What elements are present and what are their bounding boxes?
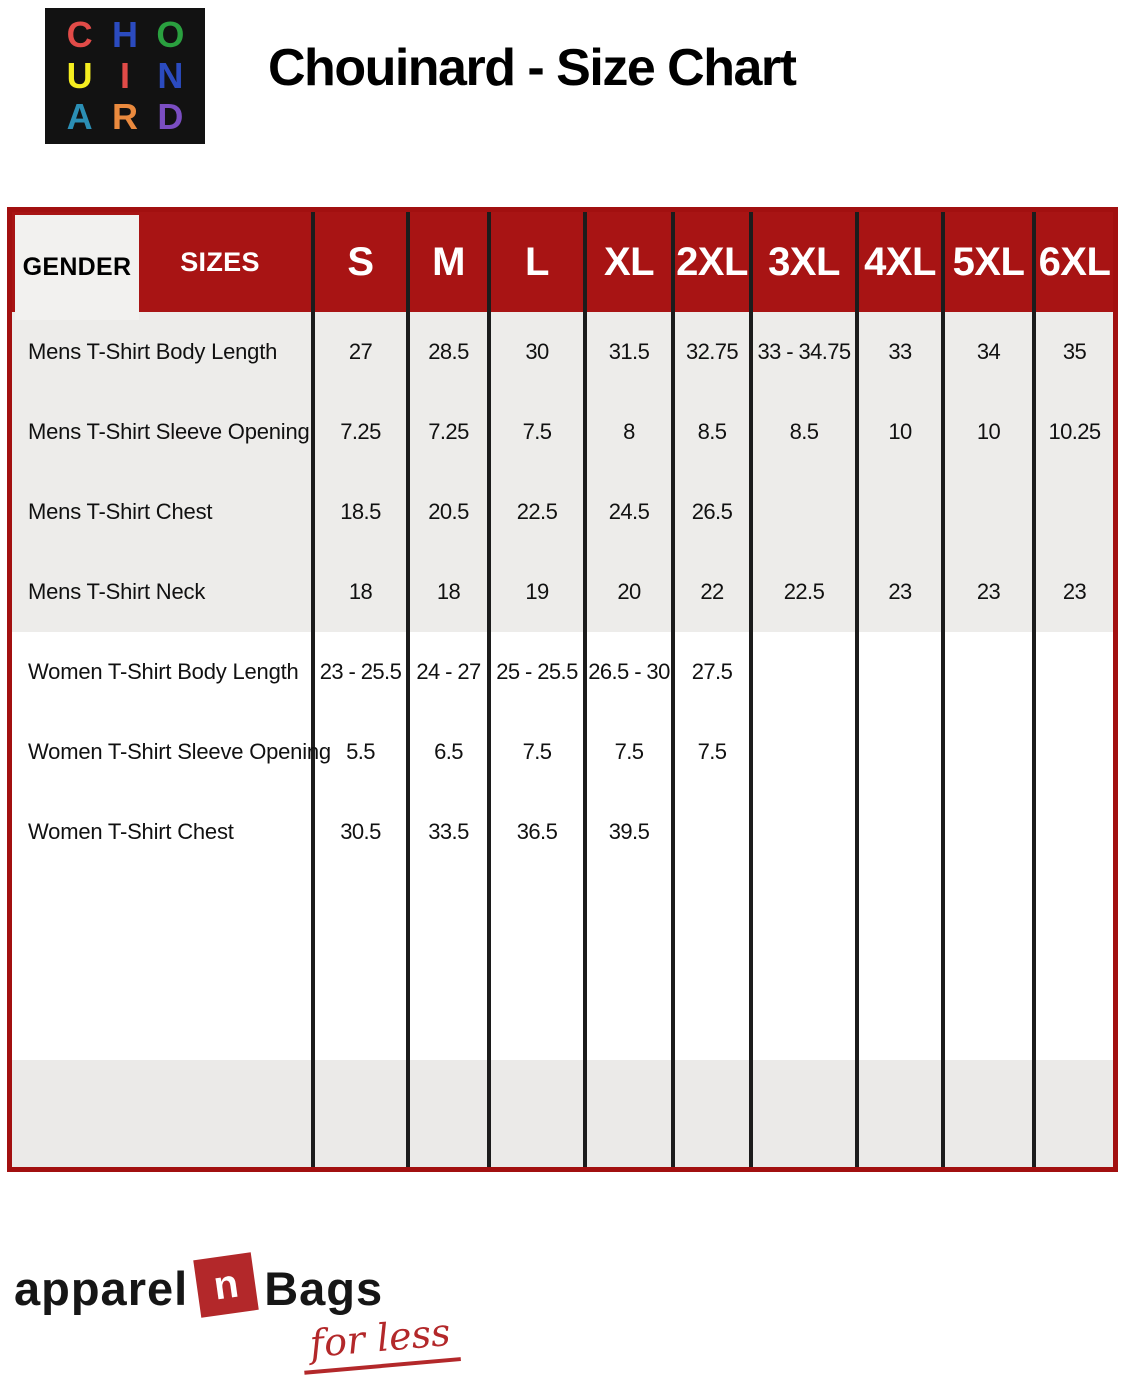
size-value-cell: 7.5 [675,712,753,792]
size-column-header: 5XL [945,212,1036,312]
size-column-header: S [315,212,410,312]
size-value-cell: 28.5 [410,312,491,392]
size-value-cell: 7.5 [491,712,587,792]
empty-cell [491,1060,587,1167]
row-label: Mens T-Shirt Chest [12,472,315,552]
empty-cell [410,872,491,1060]
logo-letter: D [157,96,184,138]
empty-cell [491,872,587,1060]
size-value-cell: 20.5 [410,472,491,552]
header-label-cell [12,212,315,312]
gender-header: GENDER [15,215,139,320]
size-value-cell: 18.5 [315,472,410,552]
logo-letter: R [111,96,138,138]
size-value-cell: 23 [945,552,1036,632]
logo-letter: U [66,54,93,96]
table-row [12,312,1113,392]
empty-cell [315,872,410,1060]
logo-n-letter: n [211,1261,242,1309]
size-value-cell: 8 [587,392,675,472]
size-value-cell: 33 [859,312,945,392]
size-value-cell [753,632,859,712]
size-value-cell [675,792,753,872]
empty-cell [859,872,945,1060]
empty-cell [945,1060,1036,1167]
size-table [7,207,1118,1172]
empty-cell [12,872,315,1060]
table-row [12,392,1113,472]
size-value-cell: 22.5 [491,472,587,552]
size-value-cell: 18 [410,552,491,632]
logo-letter: C [66,13,93,55]
empty-cell [587,1060,675,1167]
size-column-header: L [491,212,587,312]
empty-cell [753,1060,859,1167]
size-value-cell: 35 [1062,339,1087,364]
size-value-cell [859,472,945,552]
header-row [12,212,1113,312]
logo-letter: O [156,13,185,55]
size-value-cell: 39.5 [587,792,675,872]
size-value-cell [1036,712,1113,792]
size-column-header: XL [587,212,675,312]
logo-text-apparel: apparel [14,1261,189,1315]
row-label: Mens T-Shirt Neck [12,552,315,632]
empty-cell [315,1060,410,1167]
size-value-cell: 6.5 [410,712,491,792]
size-value-cell: 22 [675,552,753,632]
size-value-cell: 10.25 [1048,419,1101,444]
empty-cell [859,1060,945,1167]
size-value-cell: 10 [945,392,1036,472]
size-value-cell: 30 [491,312,587,392]
size-value-cell: 20 [587,552,675,632]
logo-letter: A [66,96,93,138]
size-value-cell: 23 - 25.5 [315,632,410,712]
size-value-cell: 33.5 [410,792,491,872]
size-column-header: 2XL [675,212,753,312]
size-value-cell [1036,472,1113,552]
size-value-cell [859,632,945,712]
size-value-cell: 32.75 [675,312,753,392]
size-value-cell: 31.5 [587,312,675,392]
size-value-cell: 18 [315,552,410,632]
size-column-header: 6XL [1038,239,1111,284]
table-row [12,712,1113,792]
logo-text-bags: Bags [264,1261,384,1315]
size-value-cell: 7.5 [587,712,675,792]
size-value-cell: 30.5 [315,792,410,872]
size-value-cell: 10 [859,392,945,472]
size-value-cell: 27.5 [675,632,753,712]
empty-cell [945,872,1036,1060]
empty-cell [675,872,753,1060]
footer-band-row [12,1060,1113,1167]
size-value-cell: 34 [945,312,1036,392]
logo-letter: H [111,13,138,55]
empty-cell [1036,1060,1113,1167]
size-value-cell: 8.5 [753,392,859,472]
size-value-cell [945,472,1036,552]
size-value-cell: 7.5 [491,392,587,472]
table-row [12,552,1113,632]
filler-row [12,872,1113,1060]
size-value-cell [753,712,859,792]
empty-cell [587,872,675,1060]
chouinard-logo [45,8,205,144]
size-column-header: 4XL [859,212,945,312]
empty-cell [675,1060,753,1167]
row-label: Mens T-Shirt Body Length [12,312,315,392]
size-value-cell: 19 [491,552,587,632]
size-value-cell: 5.5 [315,712,410,792]
size-value-cell: 36.5 [491,792,587,872]
logo-tagline: for less [300,1309,461,1374]
size-value-cell [945,792,1036,872]
size-value-cell [945,632,1036,712]
size-value-cell: 7.25 [315,392,410,472]
size-value-cell: 7.25 [410,392,491,472]
size-value-cell: 33 - 34.75 [753,312,859,392]
empty-cell [753,872,859,1060]
row-label: Women T-Shirt Body Length [12,632,315,712]
page-title: Chouinard - Size Chart [268,39,796,97]
size-value-cell [753,792,859,872]
size-column-header: 3XL [753,212,859,312]
size-value-cell: 22.5 [753,552,859,632]
size-value-cell: 8.5 [675,392,753,472]
size-value-cell [1036,632,1113,712]
size-value-cell: 23 [1062,579,1087,604]
logo-n-square [193,1252,259,1318]
size-value-cell: 26.5 [675,472,753,552]
row-label: Women T-Shirt Sleeve Opening [12,712,315,792]
sizes-header: SIZES [180,246,260,277]
logo-letter: N [157,54,184,96]
size-value-cell [859,792,945,872]
empty-cell [1036,872,1113,1060]
size-value-cell: 23 [859,552,945,632]
size-column-header: M [410,212,491,312]
size-value-cell [945,712,1036,792]
empty-cell [410,1060,491,1167]
table-row [12,472,1113,552]
empty-cell [12,1060,315,1167]
size-value-cell: 25 - 25.5 [491,632,587,712]
size-value-cell [753,472,859,552]
size-value-cell: 24.5 [587,472,675,552]
row-label: Women T-Shirt Chest [12,792,315,872]
row-label: Mens T-Shirt Sleeve Opening [12,392,315,472]
table-row [12,792,1113,872]
size-value-cell [859,712,945,792]
size-value-cell [1036,792,1113,872]
logo-letter: I [119,54,130,96]
size-value-cell: 27 [315,312,410,392]
table-row [12,632,1113,712]
size-value-cell: 26.5 - 30 [587,632,675,712]
size-value-cell: 24 - 27 [410,632,491,712]
